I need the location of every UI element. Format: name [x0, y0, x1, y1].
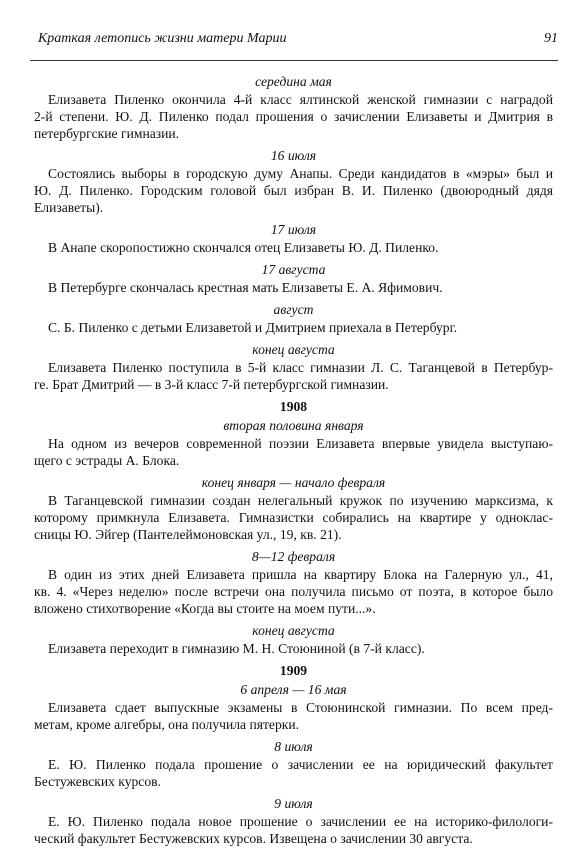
running-head — [38, 31, 558, 51]
text-line: Елизавета сдает выпускные экзамены в Стоюнинской гимназии. По всем пред- — [48, 700, 553, 715]
text-line: В Анапе скоропостижно скончался отец Елизаветы Ю. Д. Пиленко. — [48, 240, 439, 255]
chronicle-entry — [34, 416, 553, 469]
text-line: Елизавета Пиленко поступила в 5-й класс гимназии Л. С. Таганцевой в Петербур- — [48, 360, 553, 375]
year-heading-1909: 1909 — [279, 663, 308, 678]
text-line: вложено стихотворение «Когда вы стоите на моем пути...». — [34, 601, 376, 616]
chronicle-entry — [34, 72, 553, 142]
page-number: 91 — [544, 31, 558, 46]
entry-text — [34, 359, 553, 393]
chronicle-entry — [34, 547, 553, 617]
entry-date: 17 августа — [261, 262, 326, 277]
text-line: метам, кроме алгебры, она получила пятерки. — [34, 717, 300, 732]
entry-text — [34, 756, 553, 790]
entry-text — [34, 435, 553, 469]
text-line: ге. Брат Дмитрий — в 3-й класс 7-й петербургской гимназии. — [34, 377, 389, 392]
entry-date: конец августа — [252, 623, 335, 638]
text-line: На одном из вечеров современной поэзии Елизавета впервые увидела выступаю- — [48, 436, 553, 451]
entry-date: 8 июля — [274, 739, 313, 754]
entry-text — [34, 813, 553, 847]
entry-text — [34, 699, 553, 733]
entry-text — [34, 319, 553, 336]
entry-text — [34, 279, 553, 296]
entry-date: 8—12 февраля — [251, 549, 336, 564]
entry-date: вторая половина января — [223, 418, 364, 433]
chronicle-entry — [34, 473, 553, 543]
running-title: Краткая летопись жизни матери Марии — [38, 31, 287, 46]
text-line: кв. 4. «Через неделю» после встречи она получила письмо от поэта, в которое было — [34, 584, 553, 599]
entry-date: конец августа — [252, 342, 335, 357]
entry-date: август — [273, 302, 314, 317]
entry-text — [34, 566, 553, 617]
text-line: В Петербурге скончалась крестная мать Елизаветы Е. А. Яфимович. — [48, 280, 443, 295]
entry-date: 9 июля — [274, 796, 313, 811]
text-line: В Таганцевской гимназии создан нелегальный кружок по изучению марксизма, к — [48, 493, 553, 508]
text-line: сницы Ю. Эйгер (Пантелеймоновская ул., 19, кв. 21). — [34, 527, 342, 542]
text-line: Бестужевских курсов. — [34, 774, 161, 789]
text-line: С. Б. Пиленко с детьми Елизаветой и Дмитрием приехала в Петербург. — [48, 320, 458, 335]
entry-date: 17 июля — [270, 222, 317, 237]
entry-text — [34, 640, 553, 657]
entry-text — [34, 165, 553, 216]
entry-text — [34, 492, 553, 543]
text-line: Елизавета Пиленко окончила 4-й класс ялтинской женской гимназии с наградой — [48, 92, 553, 107]
text-line: Елизавета переходит в гимназию М. Н. Стоюниной (в 7-й класс). — [48, 641, 425, 656]
chronicle-entry — [34, 621, 553, 657]
chronicle-entry — [34, 220, 553, 256]
entry-date: 16 июля — [270, 148, 317, 163]
entry-text — [34, 239, 553, 256]
chronicle-body — [34, 72, 553, 851]
text-line: которому примкнула Елизавета. Гимназистки собирались на квартире у одноклас- — [34, 510, 553, 525]
chronicle-entry — [34, 794, 553, 847]
text-line: В один из этих дней Елизавета пришла на квартиру Блока на Галерную ул., 41, — [48, 567, 553, 582]
chronicle-entry — [34, 737, 553, 790]
header-rule — [30, 60, 558, 61]
text-line: щего с эстрады А. Блока. — [34, 453, 180, 468]
chronicle-entry — [34, 260, 553, 296]
entry-date: конец января — начало февраля — [201, 475, 386, 490]
chronicle-entry — [34, 300, 553, 336]
chronicle-entry — [34, 680, 553, 733]
chronicle-entry — [34, 340, 553, 393]
text-line: Елизаветы). — [34, 200, 104, 215]
text-line: Е. Ю. Пиленко подала прошение о зачислении ее на юридический факультет — [48, 757, 553, 772]
entry-date: середина мая — [255, 74, 332, 89]
chronicle-entry — [34, 146, 553, 216]
text-line: ческий факультет Бестужевских курсов. Извещена о зачислении 30 августа. — [34, 831, 473, 846]
text-line: Ю. Д. Пиленко. Городским головой был избран В. И. Пиленко (двоюродный дядя — [34, 183, 553, 198]
entry-text — [34, 91, 553, 142]
entry-date: 6 апреля — 16 мая — [240, 682, 347, 697]
text-line: Е. Ю. Пиленко подала новое прошение о зачислении ее на историко-филологи- — [48, 814, 553, 829]
text-line: 2-й степени. Ю. Д. Пиленко подал прошения о зачислении Елизаветы и Дмитрия в — [34, 109, 553, 124]
year-heading-1908: 1908 — [279, 399, 308, 414]
text-line: петербургские гимназии. — [34, 126, 180, 141]
text-line: Состоялись выборы в городскую думу Анапы. Среди кандидатов в «мэры» был и — [48, 166, 553, 181]
